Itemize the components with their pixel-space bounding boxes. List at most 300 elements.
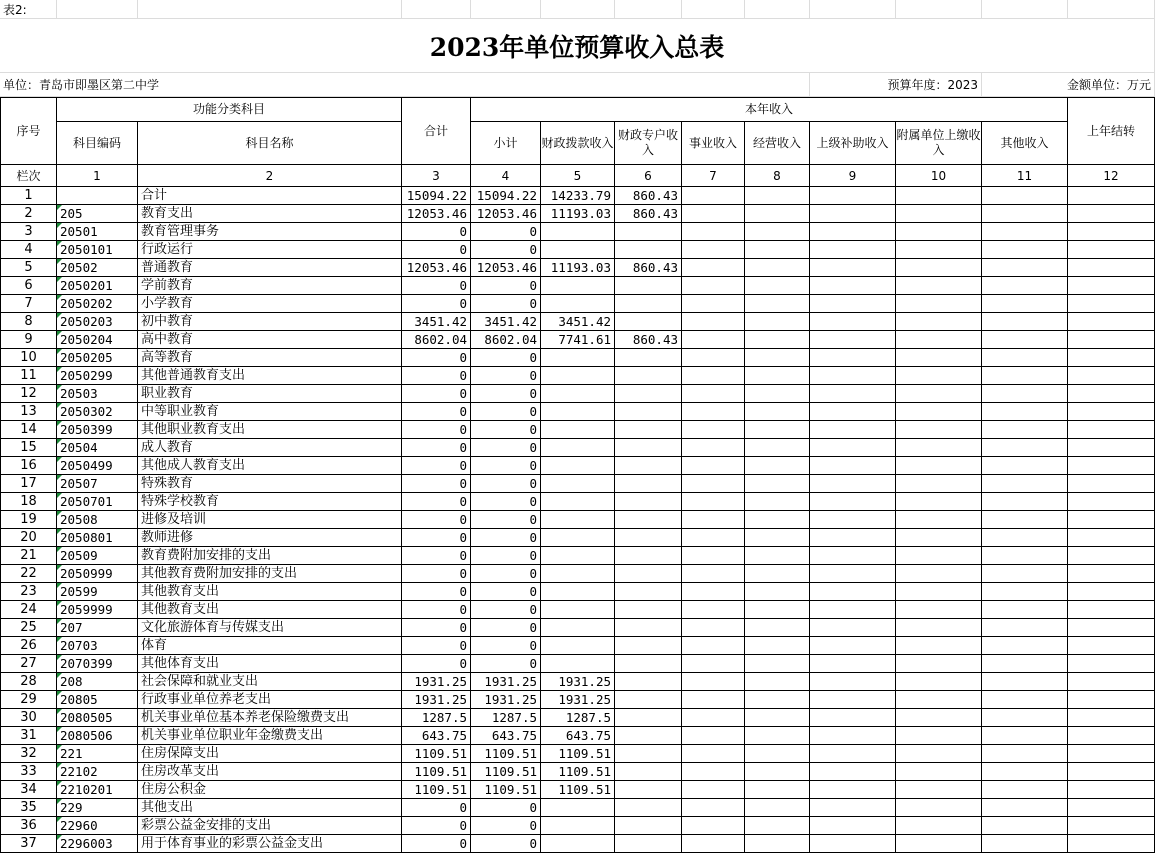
row-seq[interactable] xyxy=(0,295,57,313)
row-empty-cell[interactable] xyxy=(682,331,745,349)
row-code[interactable] xyxy=(57,727,138,745)
row-special[interactable] xyxy=(615,367,682,385)
row-empty-cell[interactable] xyxy=(810,439,896,457)
row-special[interactable] xyxy=(615,457,682,475)
row-empty-cell[interactable] xyxy=(682,565,745,583)
row-empty-cell[interactable] xyxy=(810,691,896,709)
row-total[interactable] xyxy=(402,259,471,277)
row-fiscal[interactable] xyxy=(541,385,615,403)
row-seq[interactable] xyxy=(0,601,57,619)
empty-cell[interactable] xyxy=(402,0,471,19)
row-empty-cell[interactable] xyxy=(745,565,810,583)
row-empty-cell[interactable] xyxy=(745,691,810,709)
row-empty-cell[interactable] xyxy=(896,691,982,709)
row-fiscal[interactable] xyxy=(541,331,615,349)
row-fiscal[interactable] xyxy=(541,745,615,763)
row-empty-cell[interactable] xyxy=(1068,547,1155,565)
row-empty-cell[interactable] xyxy=(745,745,810,763)
row-fiscal[interactable] xyxy=(541,259,615,277)
row-name[interactable] xyxy=(138,349,402,367)
row-seq[interactable] xyxy=(0,835,57,853)
row-code[interactable] xyxy=(57,511,138,529)
row-total[interactable] xyxy=(402,799,471,817)
row-subtotal[interactable] xyxy=(471,547,541,565)
col-index-2[interactable] xyxy=(138,165,402,187)
row-subtotal[interactable] xyxy=(471,583,541,601)
row-total[interactable] xyxy=(402,583,471,601)
row-code[interactable] xyxy=(57,277,138,295)
row-empty-cell[interactable] xyxy=(682,457,745,475)
row-empty-cell[interactable] xyxy=(1068,493,1155,511)
sheet-label[interactable] xyxy=(0,0,57,19)
row-empty-cell[interactable] xyxy=(682,259,745,277)
row-empty-cell[interactable] xyxy=(682,313,745,331)
row-name[interactable] xyxy=(138,493,402,511)
row-empty-cell[interactable] xyxy=(896,619,982,637)
row-subtotal[interactable] xyxy=(471,331,541,349)
row-empty-cell[interactable] xyxy=(896,313,982,331)
row-name[interactable] xyxy=(138,295,402,313)
row-empty-cell[interactable] xyxy=(682,493,745,511)
row-total[interactable] xyxy=(402,241,471,259)
row-seq[interactable] xyxy=(0,385,57,403)
row-empty-cell[interactable] xyxy=(896,529,982,547)
row-empty-cell[interactable] xyxy=(810,205,896,223)
row-empty-cell[interactable] xyxy=(682,709,745,727)
empty-cell[interactable] xyxy=(682,0,745,19)
row-seq[interactable] xyxy=(0,223,57,241)
row-subtotal[interactable] xyxy=(471,619,541,637)
row-empty-cell[interactable] xyxy=(1068,565,1155,583)
row-empty-cell[interactable] xyxy=(896,331,982,349)
row-empty-cell[interactable] xyxy=(1068,457,1155,475)
row-name[interactable] xyxy=(138,511,402,529)
row-empty-cell[interactable] xyxy=(682,673,745,691)
row-empty-cell[interactable] xyxy=(745,241,810,259)
row-empty-cell[interactable] xyxy=(896,511,982,529)
row-name[interactable] xyxy=(138,691,402,709)
row-seq[interactable] xyxy=(0,367,57,385)
row-special[interactable] xyxy=(615,709,682,727)
row-name[interactable] xyxy=(138,673,402,691)
row-total[interactable] xyxy=(402,475,471,493)
col-index-8[interactable] xyxy=(745,165,810,187)
row-special[interactable] xyxy=(615,673,682,691)
header-code[interactable] xyxy=(57,122,138,165)
col-index-7[interactable] xyxy=(682,165,745,187)
row-empty-cell[interactable] xyxy=(810,655,896,673)
row-total[interactable] xyxy=(402,529,471,547)
row-special[interactable] xyxy=(615,421,682,439)
row-seq[interactable] xyxy=(0,655,57,673)
row-special[interactable] xyxy=(615,241,682,259)
header-fiscal[interactable] xyxy=(541,122,615,165)
row-empty-cell[interactable] xyxy=(682,727,745,745)
row-special[interactable] xyxy=(615,619,682,637)
row-seq[interactable] xyxy=(0,457,57,475)
row-empty-cell[interactable] xyxy=(1068,223,1155,241)
row-empty-cell[interactable] xyxy=(982,475,1068,493)
row-fiscal[interactable] xyxy=(541,601,615,619)
row-empty-cell[interactable] xyxy=(982,691,1068,709)
col-index-11[interactable] xyxy=(982,165,1068,187)
row-empty-cell[interactable] xyxy=(982,187,1068,205)
row-special[interactable] xyxy=(615,403,682,421)
row-total[interactable] xyxy=(402,709,471,727)
row-fiscal[interactable] xyxy=(541,475,615,493)
row-name[interactable] xyxy=(138,385,402,403)
row-empty-cell[interactable] xyxy=(1068,745,1155,763)
row-empty-cell[interactable] xyxy=(810,673,896,691)
row-empty-cell[interactable] xyxy=(810,295,896,313)
row-subtotal[interactable] xyxy=(471,529,541,547)
row-empty-cell[interactable] xyxy=(745,439,810,457)
row-special[interactable] xyxy=(615,475,682,493)
row-empty-cell[interactable] xyxy=(896,475,982,493)
row-empty-cell[interactable] xyxy=(810,511,896,529)
header-total[interactable] xyxy=(402,97,471,165)
row-name[interactable] xyxy=(138,277,402,295)
row-code[interactable] xyxy=(57,691,138,709)
row-code[interactable] xyxy=(57,835,138,853)
row-empty-cell[interactable] xyxy=(896,367,982,385)
row-total[interactable] xyxy=(402,565,471,583)
row-total[interactable] xyxy=(402,493,471,511)
empty-cell[interactable] xyxy=(138,0,402,19)
row-fiscal[interactable] xyxy=(541,673,615,691)
row-empty-cell[interactable] xyxy=(1068,601,1155,619)
row-empty-cell[interactable] xyxy=(896,673,982,691)
row-code[interactable] xyxy=(57,619,138,637)
row-fiscal[interactable] xyxy=(541,367,615,385)
header-special[interactable] xyxy=(615,122,682,165)
row-code[interactable] xyxy=(57,187,138,205)
row-fiscal[interactable] xyxy=(541,241,615,259)
row-empty-cell[interactable] xyxy=(982,403,1068,421)
row-empty-cell[interactable] xyxy=(982,259,1068,277)
row-empty-cell[interactable] xyxy=(896,709,982,727)
row-empty-cell[interactable] xyxy=(810,349,896,367)
row-empty-cell[interactable] xyxy=(1068,817,1155,835)
row-empty-cell[interactable] xyxy=(1068,511,1155,529)
row-special[interactable] xyxy=(615,349,682,367)
row-name[interactable] xyxy=(138,583,402,601)
row-empty-cell[interactable] xyxy=(1068,349,1155,367)
row-fiscal[interactable] xyxy=(541,421,615,439)
row-empty-cell[interactable] xyxy=(682,367,745,385)
row-empty-cell[interactable] xyxy=(896,745,982,763)
row-fiscal[interactable] xyxy=(541,295,615,313)
row-empty-cell[interactable] xyxy=(745,223,810,241)
row-empty-cell[interactable] xyxy=(982,529,1068,547)
row-empty-cell[interactable] xyxy=(682,817,745,835)
row-total[interactable] xyxy=(402,295,471,313)
row-name[interactable] xyxy=(138,799,402,817)
row-fiscal[interactable] xyxy=(541,349,615,367)
row-subtotal[interactable] xyxy=(471,655,541,673)
row-empty-cell[interactable] xyxy=(810,493,896,511)
row-name[interactable] xyxy=(138,727,402,745)
row-empty-cell[interactable] xyxy=(682,223,745,241)
row-empty-cell[interactable] xyxy=(810,457,896,475)
row-code[interactable] xyxy=(57,421,138,439)
row-name[interactable] xyxy=(138,421,402,439)
row-empty-cell[interactable] xyxy=(745,367,810,385)
row-seq[interactable] xyxy=(0,565,57,583)
row-empty-cell[interactable] xyxy=(745,583,810,601)
row-name[interactable] xyxy=(138,223,402,241)
row-code[interactable] xyxy=(57,565,138,583)
row-empty-cell[interactable] xyxy=(745,655,810,673)
row-empty-cell[interactable] xyxy=(896,259,982,277)
row-seq[interactable] xyxy=(0,439,57,457)
row-empty-cell[interactable] xyxy=(896,565,982,583)
col-index-1[interactable] xyxy=(57,165,138,187)
row-subtotal[interactable] xyxy=(471,439,541,457)
empty-cell[interactable] xyxy=(896,0,982,19)
row-special[interactable] xyxy=(615,511,682,529)
row-empty-cell[interactable] xyxy=(745,835,810,853)
row-empty-cell[interactable] xyxy=(745,349,810,367)
row-special[interactable] xyxy=(615,601,682,619)
row-total[interactable] xyxy=(402,349,471,367)
row-fiscal[interactable] xyxy=(541,727,615,745)
col-index-3[interactable] xyxy=(402,165,471,187)
row-fiscal[interactable] xyxy=(541,403,615,421)
row-fiscal[interactable] xyxy=(541,583,615,601)
row-seq[interactable] xyxy=(0,745,57,763)
row-empty-cell[interactable] xyxy=(1068,259,1155,277)
row-empty-cell[interactable] xyxy=(745,331,810,349)
row-special[interactable] xyxy=(615,637,682,655)
row-seq[interactable] xyxy=(0,187,57,205)
empty-cell[interactable] xyxy=(982,0,1068,19)
row-code[interactable] xyxy=(57,367,138,385)
row-fiscal[interactable] xyxy=(541,565,615,583)
col-index-12[interactable] xyxy=(1068,165,1155,187)
row-empty-cell[interactable] xyxy=(982,331,1068,349)
row-fiscal[interactable] xyxy=(541,691,615,709)
row-total[interactable] xyxy=(402,331,471,349)
row-empty-cell[interactable] xyxy=(982,349,1068,367)
row-name[interactable] xyxy=(138,835,402,853)
row-empty-cell[interactable] xyxy=(745,511,810,529)
row-seq[interactable] xyxy=(0,709,57,727)
empty-cell[interactable] xyxy=(745,0,810,19)
row-empty-cell[interactable] xyxy=(682,601,745,619)
row-empty-cell[interactable] xyxy=(896,457,982,475)
row-name[interactable] xyxy=(138,601,402,619)
row-total[interactable] xyxy=(402,205,471,223)
row-empty-cell[interactable] xyxy=(1068,403,1155,421)
row-empty-cell[interactable] xyxy=(745,619,810,637)
row-special[interactable] xyxy=(615,835,682,853)
row-code[interactable] xyxy=(57,583,138,601)
row-seq[interactable] xyxy=(0,547,57,565)
row-total[interactable] xyxy=(402,439,471,457)
row-name[interactable] xyxy=(138,547,402,565)
row-empty-cell[interactable] xyxy=(745,421,810,439)
row-seq[interactable] xyxy=(0,241,57,259)
row-fiscal[interactable] xyxy=(541,511,615,529)
row-empty-cell[interactable] xyxy=(982,457,1068,475)
row-name[interactable] xyxy=(138,637,402,655)
col-index-5[interactable] xyxy=(541,165,615,187)
row-seq[interactable] xyxy=(0,727,57,745)
row-empty-cell[interactable] xyxy=(745,727,810,745)
row-subtotal[interactable] xyxy=(471,385,541,403)
row-total[interactable] xyxy=(402,457,471,475)
row-special[interactable] xyxy=(615,223,682,241)
row-subtotal[interactable] xyxy=(471,835,541,853)
row-name[interactable] xyxy=(138,331,402,349)
row-seq[interactable] xyxy=(0,763,57,781)
row-code[interactable] xyxy=(57,781,138,799)
row-empty-cell[interactable] xyxy=(745,637,810,655)
row-empty-cell[interactable] xyxy=(896,601,982,619)
header-seq[interactable] xyxy=(0,97,57,165)
row-empty-cell[interactable] xyxy=(1068,475,1155,493)
row-empty-cell[interactable] xyxy=(1068,529,1155,547)
row-empty-cell[interactable] xyxy=(745,457,810,475)
row-code[interactable] xyxy=(57,637,138,655)
row-empty-cell[interactable] xyxy=(982,727,1068,745)
row-total[interactable] xyxy=(402,781,471,799)
row-code[interactable] xyxy=(57,385,138,403)
row-subtotal[interactable] xyxy=(471,817,541,835)
row-empty-cell[interactable] xyxy=(1068,295,1155,313)
row-total[interactable] xyxy=(402,655,471,673)
row-empty-cell[interactable] xyxy=(982,781,1068,799)
row-name[interactable] xyxy=(138,745,402,763)
row-total[interactable] xyxy=(402,385,471,403)
row-name[interactable] xyxy=(138,403,402,421)
row-seq[interactable] xyxy=(0,619,57,637)
row-seq[interactable] xyxy=(0,673,57,691)
row-code[interactable] xyxy=(57,601,138,619)
row-subtotal[interactable] xyxy=(471,709,541,727)
row-subtotal[interactable] xyxy=(471,493,541,511)
row-empty-cell[interactable] xyxy=(1068,277,1155,295)
row-name[interactable] xyxy=(138,439,402,457)
row-seq[interactable] xyxy=(0,817,57,835)
row-subtotal[interactable] xyxy=(471,223,541,241)
row-empty-cell[interactable] xyxy=(810,619,896,637)
row-code[interactable] xyxy=(57,529,138,547)
row-code[interactable] xyxy=(57,205,138,223)
row-special[interactable] xyxy=(615,295,682,313)
row-name[interactable] xyxy=(138,259,402,277)
col-index-10[interactable] xyxy=(896,165,982,187)
row-code[interactable] xyxy=(57,655,138,673)
table-title[interactable] xyxy=(0,19,1155,73)
row-empty-cell[interactable] xyxy=(682,403,745,421)
row-empty-cell[interactable] xyxy=(745,277,810,295)
row-fiscal[interactable] xyxy=(541,187,615,205)
row-subtotal[interactable] xyxy=(471,295,541,313)
row-empty-cell[interactable] xyxy=(896,637,982,655)
row-empty-cell[interactable] xyxy=(982,673,1068,691)
row-name[interactable] xyxy=(138,457,402,475)
row-empty-cell[interactable] xyxy=(810,529,896,547)
row-empty-cell[interactable] xyxy=(745,475,810,493)
row-seq[interactable] xyxy=(0,475,57,493)
row-empty-cell[interactable] xyxy=(982,385,1068,403)
row-empty-cell[interactable] xyxy=(896,385,982,403)
row-empty-cell[interactable] xyxy=(1068,781,1155,799)
row-name[interactable] xyxy=(138,529,402,547)
row-empty-cell[interactable] xyxy=(745,403,810,421)
row-empty-cell[interactable] xyxy=(810,601,896,619)
row-empty-cell[interactable] xyxy=(982,205,1068,223)
row-empty-cell[interactable] xyxy=(810,763,896,781)
row-empty-cell[interactable] xyxy=(982,619,1068,637)
row-empty-cell[interactable] xyxy=(896,781,982,799)
header-name[interactable] xyxy=(138,122,402,165)
row-name[interactable] xyxy=(138,817,402,835)
row-empty-cell[interactable] xyxy=(682,277,745,295)
row-empty-cell[interactable] xyxy=(682,205,745,223)
row-empty-cell[interactable] xyxy=(982,637,1068,655)
row-subtotal[interactable] xyxy=(471,349,541,367)
row-subtotal[interactable] xyxy=(471,475,541,493)
row-subtotal[interactable] xyxy=(471,511,541,529)
row-empty-cell[interactable] xyxy=(810,331,896,349)
row-empty-cell[interactable] xyxy=(982,763,1068,781)
row-empty-cell[interactable] xyxy=(896,421,982,439)
row-code[interactable] xyxy=(57,763,138,781)
row-special[interactable] xyxy=(615,691,682,709)
row-empty-cell[interactable] xyxy=(896,241,982,259)
row-special[interactable] xyxy=(615,655,682,673)
row-empty-cell[interactable] xyxy=(810,241,896,259)
row-fiscal[interactable] xyxy=(541,205,615,223)
header-business[interactable] xyxy=(682,122,745,165)
row-seq[interactable] xyxy=(0,511,57,529)
row-empty-cell[interactable] xyxy=(682,529,745,547)
row-code[interactable] xyxy=(57,403,138,421)
row-total[interactable] xyxy=(402,637,471,655)
row-special[interactable] xyxy=(615,439,682,457)
row-subtotal[interactable] xyxy=(471,205,541,223)
row-empty-cell[interactable] xyxy=(810,313,896,331)
row-special[interactable] xyxy=(615,493,682,511)
row-special[interactable] xyxy=(615,277,682,295)
row-empty-cell[interactable] xyxy=(1068,367,1155,385)
row-empty-cell[interactable] xyxy=(745,799,810,817)
row-special[interactable] xyxy=(615,583,682,601)
header-affiliated[interactable] xyxy=(896,122,982,165)
row-empty-cell[interactable] xyxy=(896,295,982,313)
row-special[interactable] xyxy=(615,781,682,799)
col-index-4[interactable] xyxy=(471,165,541,187)
row-fiscal[interactable] xyxy=(541,781,615,799)
row-special[interactable] xyxy=(615,817,682,835)
row-empty-cell[interactable] xyxy=(682,439,745,457)
row-special[interactable] xyxy=(615,187,682,205)
row-special[interactable] xyxy=(615,331,682,349)
row-seq[interactable] xyxy=(0,205,57,223)
row-total[interactable] xyxy=(402,691,471,709)
row-empty-cell[interactable] xyxy=(982,313,1068,331)
row-code[interactable] xyxy=(57,313,138,331)
row-empty-cell[interactable] xyxy=(896,349,982,367)
row-empty-cell[interactable] xyxy=(810,277,896,295)
row-subtotal[interactable] xyxy=(471,187,541,205)
row-subtotal[interactable] xyxy=(471,673,541,691)
row-code[interactable] xyxy=(57,295,138,313)
row-name[interactable] xyxy=(138,565,402,583)
